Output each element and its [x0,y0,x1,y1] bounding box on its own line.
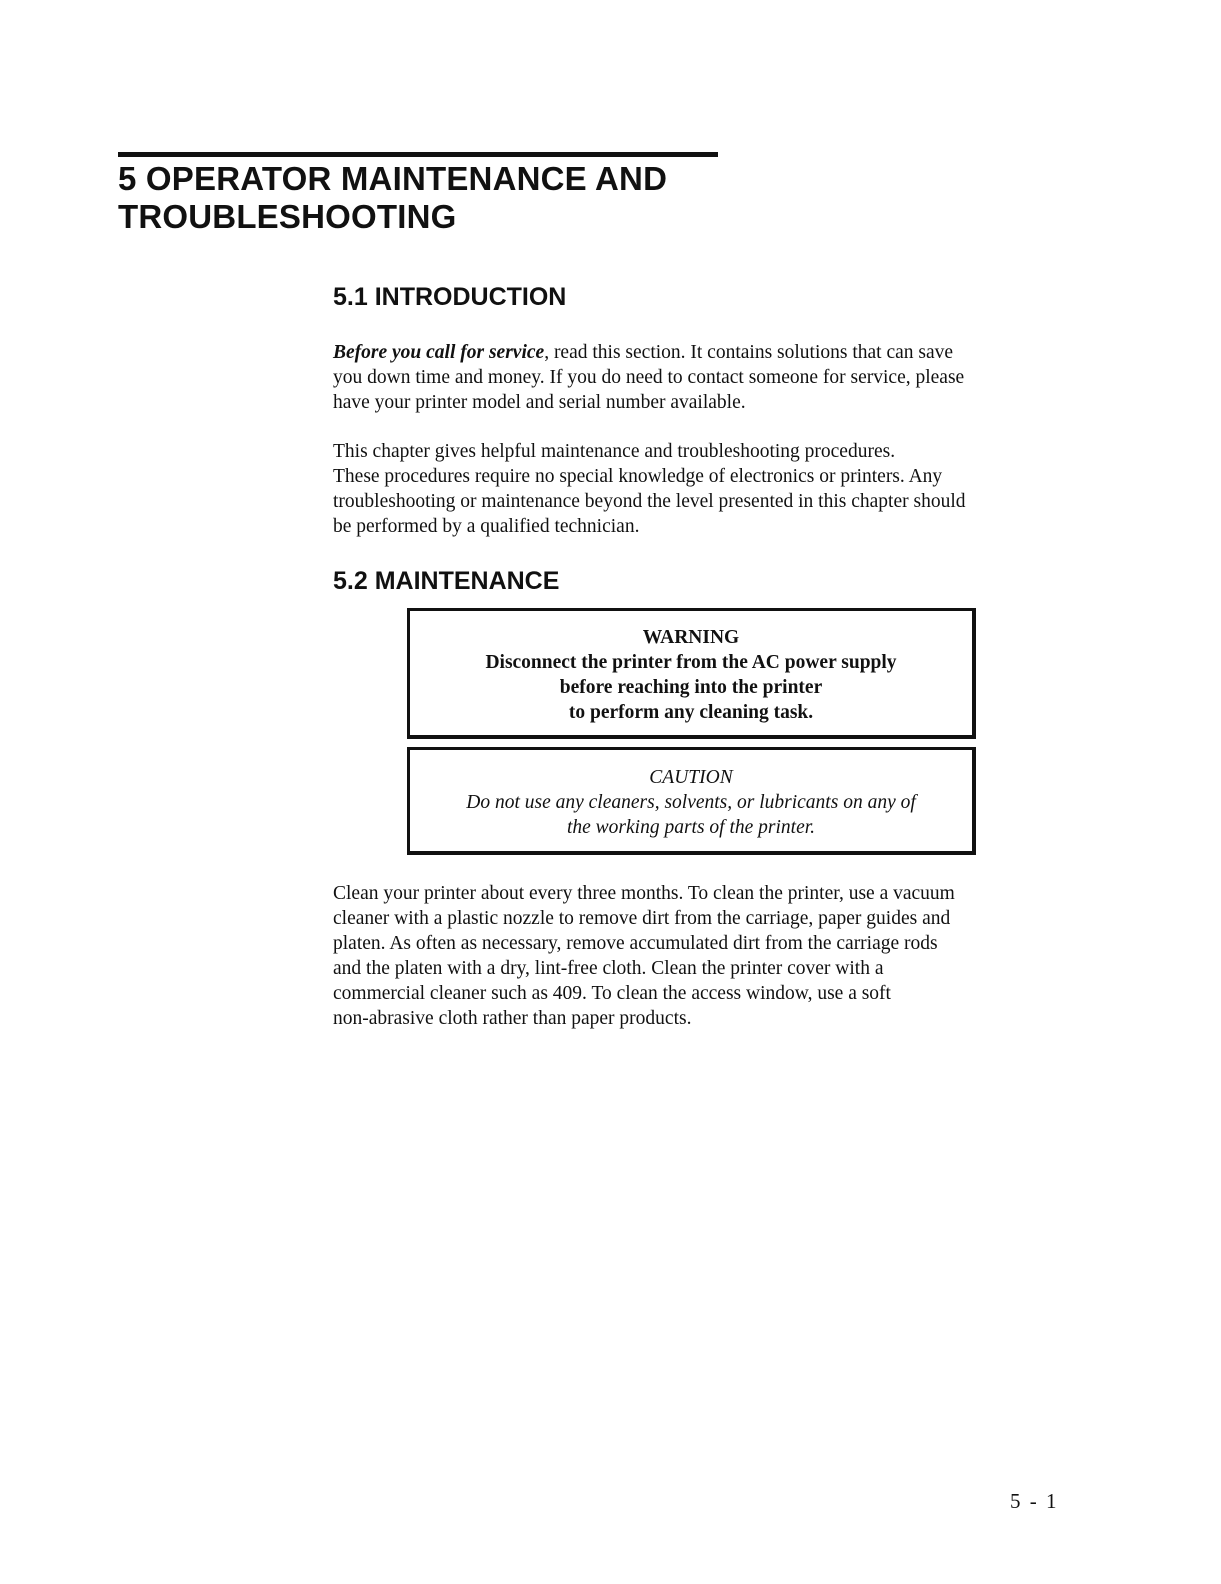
chapter-title-line-1: 5 OPERATOR MAINTENANCE AND [118,160,668,197]
warning-line-3: to perform any cleaning task. [568,702,814,723]
maintenance-paragraph-line-5: commercial cleaner such as 409. To clean the access window, use a soft [333,983,891,1004]
warning-title: WARNING [642,627,740,648]
caution-line-1: Do not use any cleaners, solvents, or lubricants on any of [466,792,916,813]
intro-paragraph-1-line-2: you down time and money. If you do need to contact someone for service, please [333,367,965,388]
page-number: 5 - 1 [1010,1489,1059,1513]
intro-paragraph-1-line-1-rest: , read this section. It contains solutions that can save [544,342,954,363]
maintenance-paragraph-line-4: and the platen with a dry, lint-free cloth. Clean the printer cover with a [333,958,884,979]
intro-paragraph-2 [333,439,1053,539]
maintenance-paragraph-line-1: Clean your printer about every three months. To clean the printer, use a vacuum [333,883,955,904]
caution-box [407,747,976,855]
intro-paragraph-2-line-3: troubleshooting or maintenance beyond the level presented in this chapter should [333,491,966,512]
warning-line-2: before reaching into the printer [559,677,823,698]
section-heading-introduction: 5.1 INTRODUCTION [333,283,567,311]
intro-lead-phrase: Before you call for service [333,342,545,363]
chapter-title-line-2: TROUBLESHOOTING [118,198,457,235]
maintenance-paragraph-line-3: platen. As often as necessary, remove accumulated dirt from the carriage rods [333,933,938,954]
intro-paragraph-2-line-4: be performed by a qualified technician. [333,516,640,537]
caution-line-2: the working parts of the printer. [566,817,816,838]
warning-box [407,608,976,739]
chapter-title-rule [118,152,718,157]
chapter-title [118,160,838,236]
intro-paragraph-1 [333,340,1053,415]
warning-line-1: Disconnect the printer from the AC power supply [485,652,897,673]
section-heading-maintenance: 5.2 MAINTENANCE [333,567,560,595]
intro-paragraph-1-line-1 [333,340,1053,365]
maintenance-paragraph-line-6: non-abrasive cloth rather than paper products. [333,1008,692,1029]
intro-paragraph-2-line-2: These procedures require no special knowledge of electronics or printers. Any [333,466,943,487]
maintenance-paragraph-line-2: cleaner with a plastic nozzle to remove dirt from the carriage, paper guides and [333,908,951,929]
intro-paragraph-1-line-3: have your printer model and serial number available. [333,392,746,413]
intro-paragraph-2-line-1: This chapter gives helpful maintenance and troubleshooting procedures. [333,441,896,462]
maintenance-paragraph [333,881,1053,1031]
caution-title: CAUTION [649,767,733,788]
